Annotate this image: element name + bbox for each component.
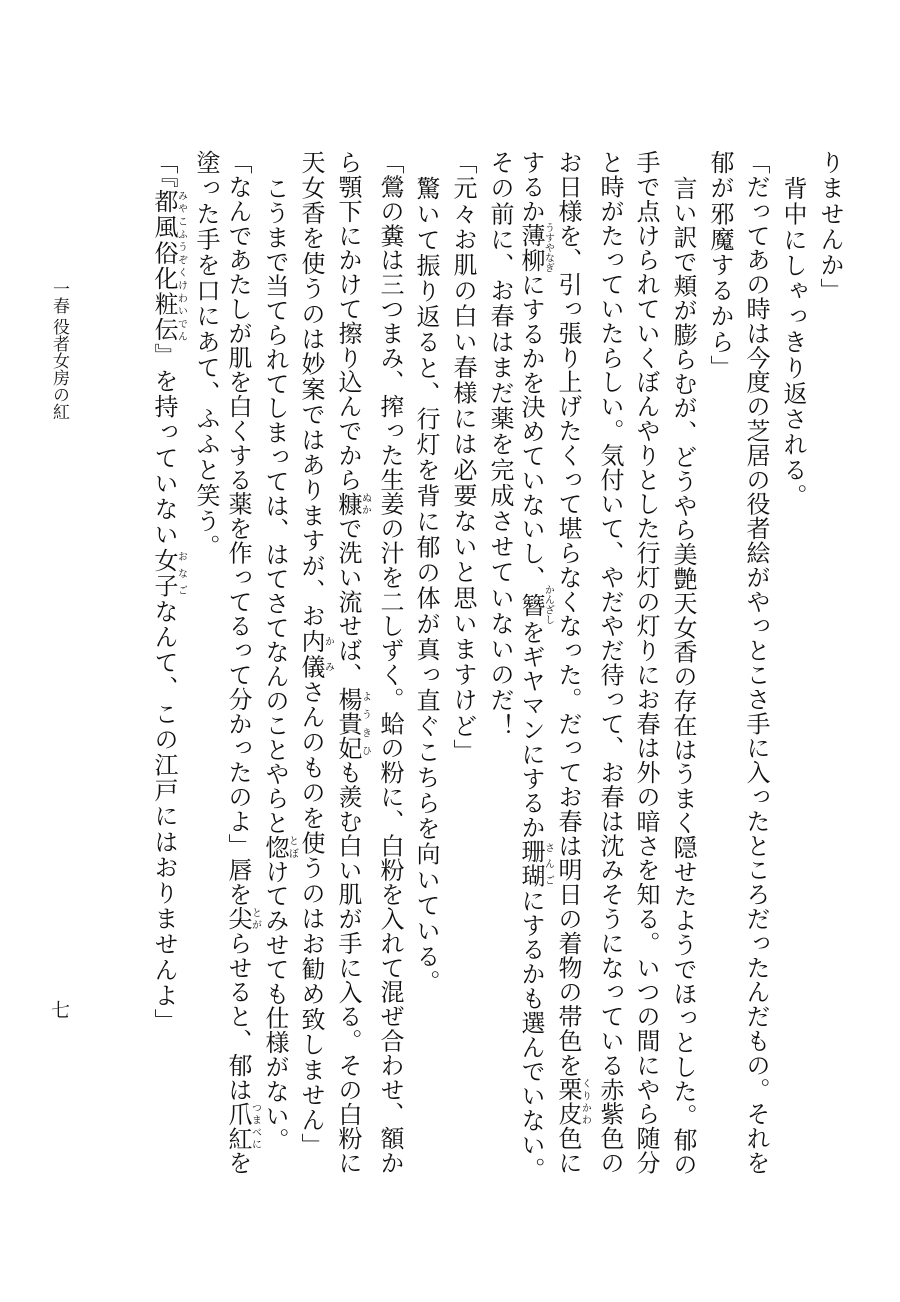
text-line [703,150,737,1160]
text-run: 言い訳で頬が膨らむが、どうやら美艶天女香の存在はうまく隠せたようでほっとした。郁の [669,176,697,1177]
text-line [446,150,480,1160]
ruby-reading: かんざし [542,584,554,625]
text-line [739,150,773,1175]
ruby-word [334,686,371,761]
ruby-reading: ようきひ [359,686,371,761]
ruby-reading: みやこふうぞくけわいでん [175,189,187,343]
text-run: を [224,1150,252,1175]
text-run: なんて、この江戸にはおりませんよ」 [150,598,178,1035]
ruby-word [261,834,298,860]
text-run: 手で点けられていくぼんやりとした行灯の灯りにお春は外の暗さを知る。いつの間にやら随分 [632,150,660,1175]
ruby-word [517,839,554,889]
text-line [629,150,663,1175]
ruby-reading: くりかわ [579,1077,591,1126]
text-run: 「鶯の糞は三つまみ、搾った生姜の汁を二しずく。蛤の粉に、白粉を入れて混ぜ合わせ、額か [376,150,404,1175]
text-run: にするかも選んでいない。 [517,888,545,1182]
text-run: 「『 [150,150,178,190]
ruby-base: 簪 [517,584,545,625]
running-head-title: 役者女房の紅 [49,318,69,420]
text-line [263,150,297,1160]
text-run: こうまで当てられてしまっては、はてさてなんのことやらと [261,176,289,835]
text-run: 驚いて振り返ると、行灯を背に郁の体が真っ直ぐこちらを向いている。 [412,176,440,996]
ruby-reading: おなご [175,547,187,599]
text-line [299,150,333,1160]
text-line [334,150,371,1175]
ruby-word [297,628,334,680]
text-run: さんのものを使うのはお勧め致しません」 [297,679,325,1159]
ruby-reading: かみ [322,628,334,680]
text-run: するか [517,150,545,224]
text-line [813,150,847,1160]
ruby-word [334,491,371,517]
ruby-base: 爪紅 [224,1101,252,1151]
ruby-word [224,906,261,931]
running-head-chapter: 一春 [49,280,69,314]
text-run: 「なんであたしが肌を白くする薬を作ってるって分かったのよ」唇を [224,150,252,907]
ruby-base: 糠 [334,491,362,517]
text-run: 塗った手を口にあて、ふふと笑う。 [192,150,220,560]
text-line [593,150,627,1175]
text-run: で洗い流せば、 [334,516,362,687]
text-run: 「だってあの時は今度の芝居の役者絵がやっとこさ手に入ったところだったんだもの。それを [742,150,770,1175]
ruby-reading: さんご [542,839,554,889]
ruby-base: 珊瑚 [517,839,545,889]
ruby-word [150,547,187,599]
ruby-word [517,584,554,625]
ruby-reading: とが [249,906,261,931]
text-run: にするかを決めていないし、 [517,272,545,590]
ruby-base: 栗皮 [554,1077,582,1127]
ruby-base: 女子 [150,547,178,599]
ruby-base: 都風俗化粧伝 [150,189,178,343]
text-run: 』を持っていない [150,342,178,548]
text-line [483,150,517,1160]
text-line [373,150,407,1175]
ruby-word [150,189,187,343]
text-line [517,150,554,1182]
text-line [554,150,591,1175]
ruby-reading: うすやなぎ [542,222,554,273]
ruby-word [224,1101,261,1151]
text-line [152,150,186,1160]
text-run: 色に [554,1126,582,1175]
text-run: も羨む白い肌が手に入る。その白粉に [334,760,362,1175]
ruby-base: 惚 [261,834,289,860]
text-run: けてみせても仕様がない。 [261,859,289,1153]
text-run: と時がたっていたらしい。気付いて、やだやだ待って、お春は沈みそうになっている赤紫色の [596,150,624,1175]
text-line [776,150,810,1160]
text-run: その前に、お春はまだ薬を完成させていないのだ！ [486,150,514,739]
text-line [189,150,223,1160]
page-number: 七 [48,1000,70,1019]
ruby-base: 尖 [224,906,252,931]
ruby-reading: とぼ [286,834,298,860]
ruby-reading: ぬか [359,491,371,516]
text-run: ら顎下にかけて擦り込んでから [334,150,362,492]
ruby-word [517,222,554,273]
text-run: 天女香を使うのは妙案ではありますが、お [297,150,325,629]
text-run: をギヤマンにするか [517,619,545,840]
text-run: 「元々お肌の白い春様には必要ないと思いますけど」 [449,150,477,765]
text-run: 郁が邪魔するから」 [706,150,734,381]
text-run: りませんか」 [816,150,844,304]
text-run: お日様を、引っ張り上げたくって堪らなくなった。だってお春は明日の着物の帯色を [554,150,582,1078]
ruby-base: 薄柳 [517,222,545,273]
text-run: らせると、郁は [224,930,252,1102]
ruby-word [554,1077,591,1127]
text-line [666,150,700,1177]
ruby-base: 楊貴妃 [334,686,362,761]
ruby-base: 内儀 [297,628,325,680]
text-run: 背中にしゃっきり返される。 [779,176,807,509]
text-line [224,150,261,1175]
ruby-reading: つまべに [249,1101,261,1151]
text-line [409,150,443,1160]
